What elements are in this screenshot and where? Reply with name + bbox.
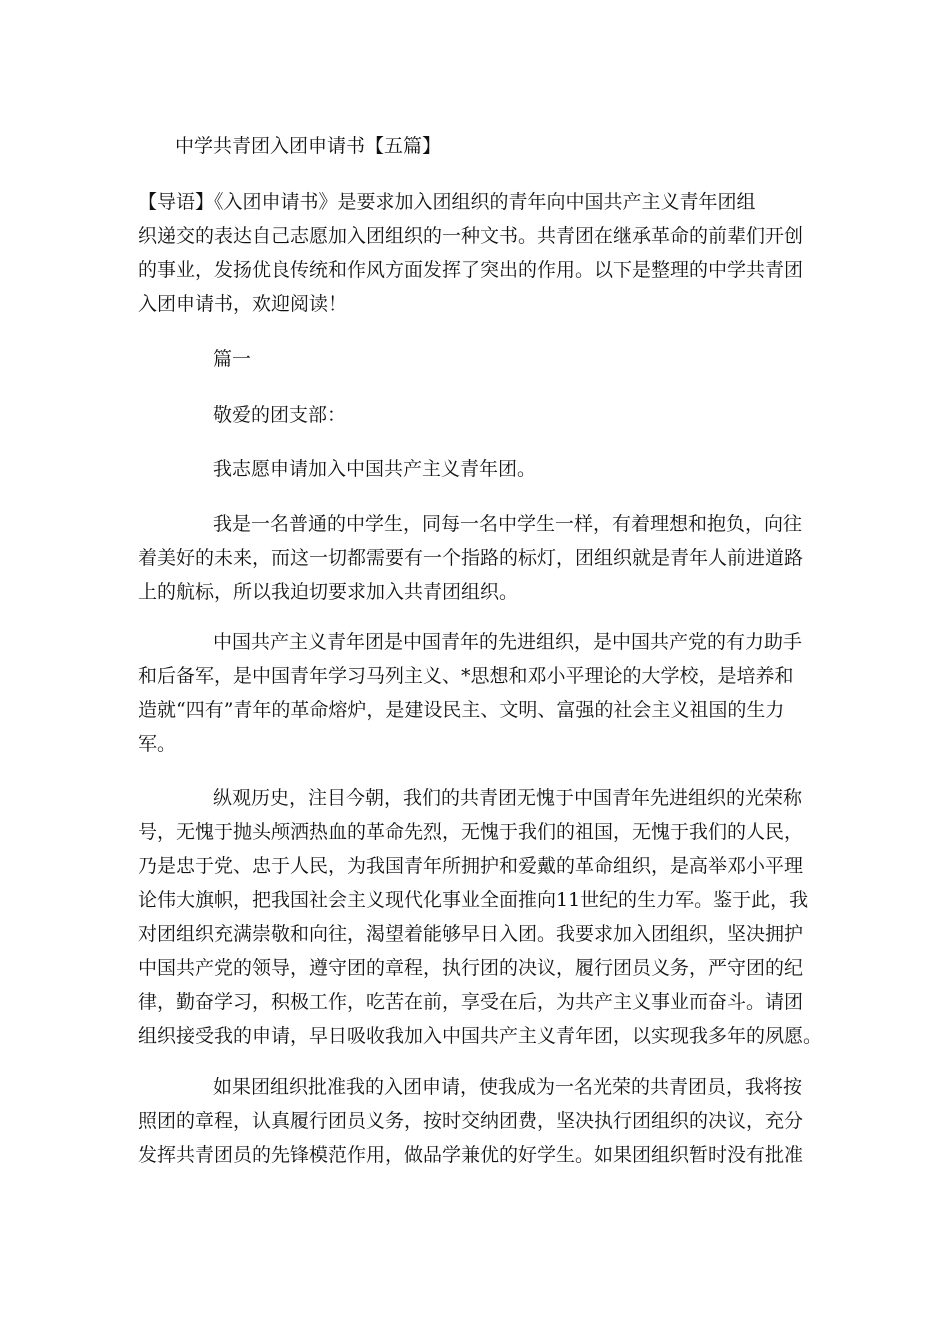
paragraph-line: 纵观历史，注目今朝，我们的共青团无愧于中国青年先进组织的光荣称 — [213, 787, 803, 809]
salutation: 敬爱的团支部： — [213, 404, 347, 426]
section-heading: 篇一 — [213, 348, 252, 370]
paragraph-line: 乃是忠于党、忠于人民，为我国青年所拥护和爱戴的革命组织，是高举邓小平理 — [138, 855, 804, 877]
paragraph-line: 论伟大旗帜，把我国社会主义现代化事业全面推向11世纪的生力军。鉴于此，我 — [138, 889, 809, 911]
paragraph-line: 中国共产党的领导，遵守团的章程，执行团的决议，履行团员义务，严守团的纪 — [138, 957, 804, 979]
paragraph-line: 着美好的未来，而这一切都需要有一个指路的标灯，团组织就是青年人前进道路 — [138, 547, 804, 569]
paragraph-line: 如果团组织批准我的入团申请，使我成为一名光荣的共青团员，我将按 — [213, 1076, 803, 1098]
paragraph-line: 发挥共青团员的先锋模范作用，做品学兼优的好学生。如果团组织暂时没有批准 — [138, 1144, 804, 1166]
paragraph-line: 和后备军，是中国青年学习马列主义、*思想和邓小平理论的大学校，是培养和 — [138, 665, 794, 687]
paragraph-line: 中国共产主义青年团是中国青年的先进组织，是中国共产党的有力助手 — [213, 631, 803, 653]
paragraph-line: 造就“四有”青年的革命熔炉，是建设民主、文明、富强的社会主义祖国的生力 — [138, 699, 785, 721]
paragraph-line: 对团组织充满崇敬和向往，渴望着能够早日入团。我要求加入团组织，坚决拥护 — [138, 923, 804, 945]
opening-line: 我志愿申请加入中国共产主义青年团。 — [213, 458, 537, 480]
paragraph-line: 照团的章程，认真履行团员义务，按时交纳团费，坚决执行团组织的决议，充分 — [138, 1110, 804, 1132]
paragraph-line: 上的航标，所以我迫切要求加入共青团组织。 — [138, 581, 519, 603]
intro-line: 入团申请书，欢迎阅读！ — [138, 293, 348, 315]
paragraph-line: 号，无愧于抛头颅洒热血的革命先烈，无愧于我们的祖国，无愧于我们的人民， — [138, 821, 804, 843]
document-title: 中学共青团入团申请书【五篇】 — [175, 135, 442, 157]
paragraph-line: 我是一名普通的中学生，同每一名中学生一样，有着理想和抱负，向往 — [213, 513, 803, 535]
paragraph-line: 军。 — [138, 733, 177, 755]
paragraph-line: 律，勤奋学习，积极工作，吃苦在前，享受在后，为共产主义事业而奋斗。请团 — [138, 991, 804, 1013]
intro-line: 【导语】《入团申请书》是要求加入团组织的青年向中国共产主义青年团组 — [138, 191, 756, 213]
intro-line: 的事业，发扬优良传统和作风方面发挥了突出的作用。以下是整理的中学共青团 — [138, 259, 804, 281]
paragraph-line: 组织接受我的申请，早日吸收我加入中国共产主义青年团，以实现我多年的夙愿。 — [138, 1025, 823, 1047]
intro-line: 织递交的表达自己志愿加入团组织的一种文书。共青团在继承革命的前辈们开创 — [138, 225, 804, 247]
